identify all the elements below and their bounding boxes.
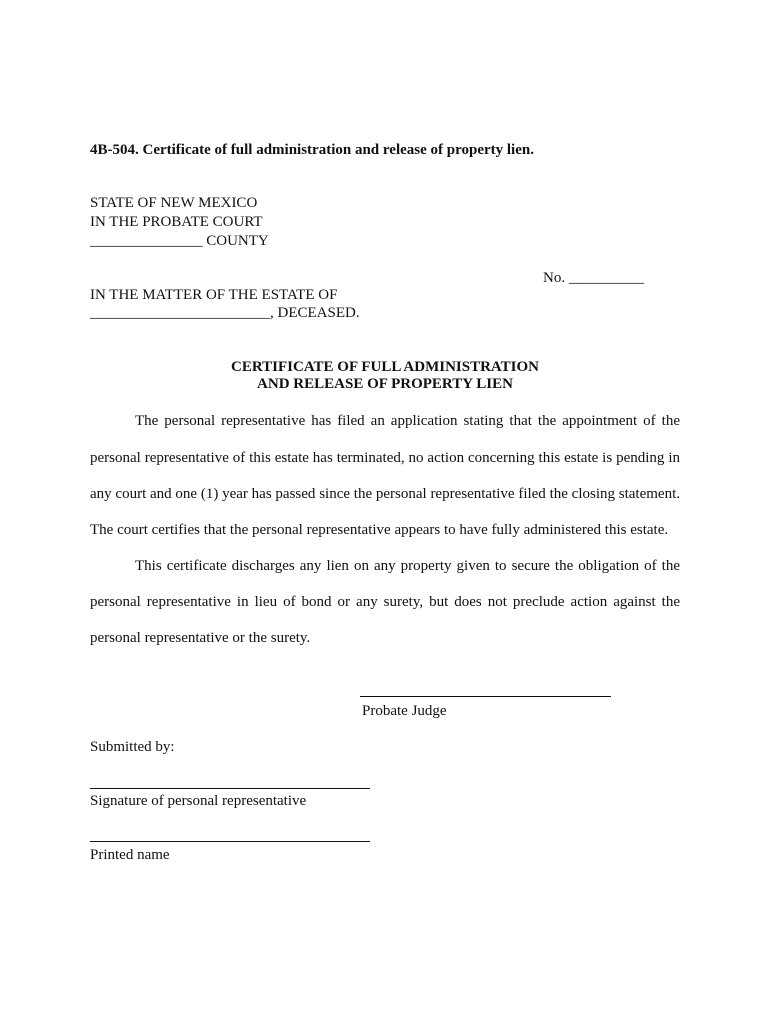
county-line: _______________ COUNTY — [90, 233, 269, 249]
judge-signature-line — [360, 696, 611, 697]
paragraph1-line: The court certifies that the personal representative appears to have fully administered this estate. — [90, 522, 669, 538]
estate-matter-line: IN THE MATTER OF THE ESTATE OF — [90, 287, 338, 303]
representative-signature-label: Signature of personal representative — [90, 793, 307, 809]
printed-name-line — [90, 841, 370, 842]
document-heading-line1: CERTIFICATE OF FULL ADMINISTRATION — [231, 359, 539, 375]
printed-name-label: Printed name — [90, 847, 170, 863]
document-heading-line2: AND RELEASE OF PROPERTY LIEN — [257, 376, 513, 392]
paragraph2-line: This certificate discharges any lien on any property given to secure the obligation of the — [135, 558, 680, 574]
paragraph2-line: personal representative in lieu of bond or any surety, but does not preclude action against the — [90, 594, 680, 610]
paragraph1-line: The personal representative has filed an application stating that the appointment of the — [135, 413, 680, 429]
deceased-line: ________________________, DECEASED. — [90, 305, 360, 321]
submitted-by-label: Submitted by: — [90, 739, 175, 755]
judge-label: Probate Judge — [362, 703, 447, 719]
paragraph1-line: any court and one (1) year has passed since the personal representative filed the closing statement. — [90, 486, 680, 502]
paragraph1-line: personal representative of this estate has terminated, no action concerning this estate is pending in — [90, 450, 680, 466]
paragraph2-line: personal representative or the surety. — [90, 630, 311, 646]
case-number: No. __________ — [543, 270, 644, 286]
representative-signature-line — [90, 788, 370, 789]
state-line: STATE OF NEW MEXICO — [90, 195, 258, 211]
form-title: 4B-504. Certificate of full administration and release of property lien. — [90, 142, 534, 158]
court-line: IN THE PROBATE COURT — [90, 214, 263, 230]
